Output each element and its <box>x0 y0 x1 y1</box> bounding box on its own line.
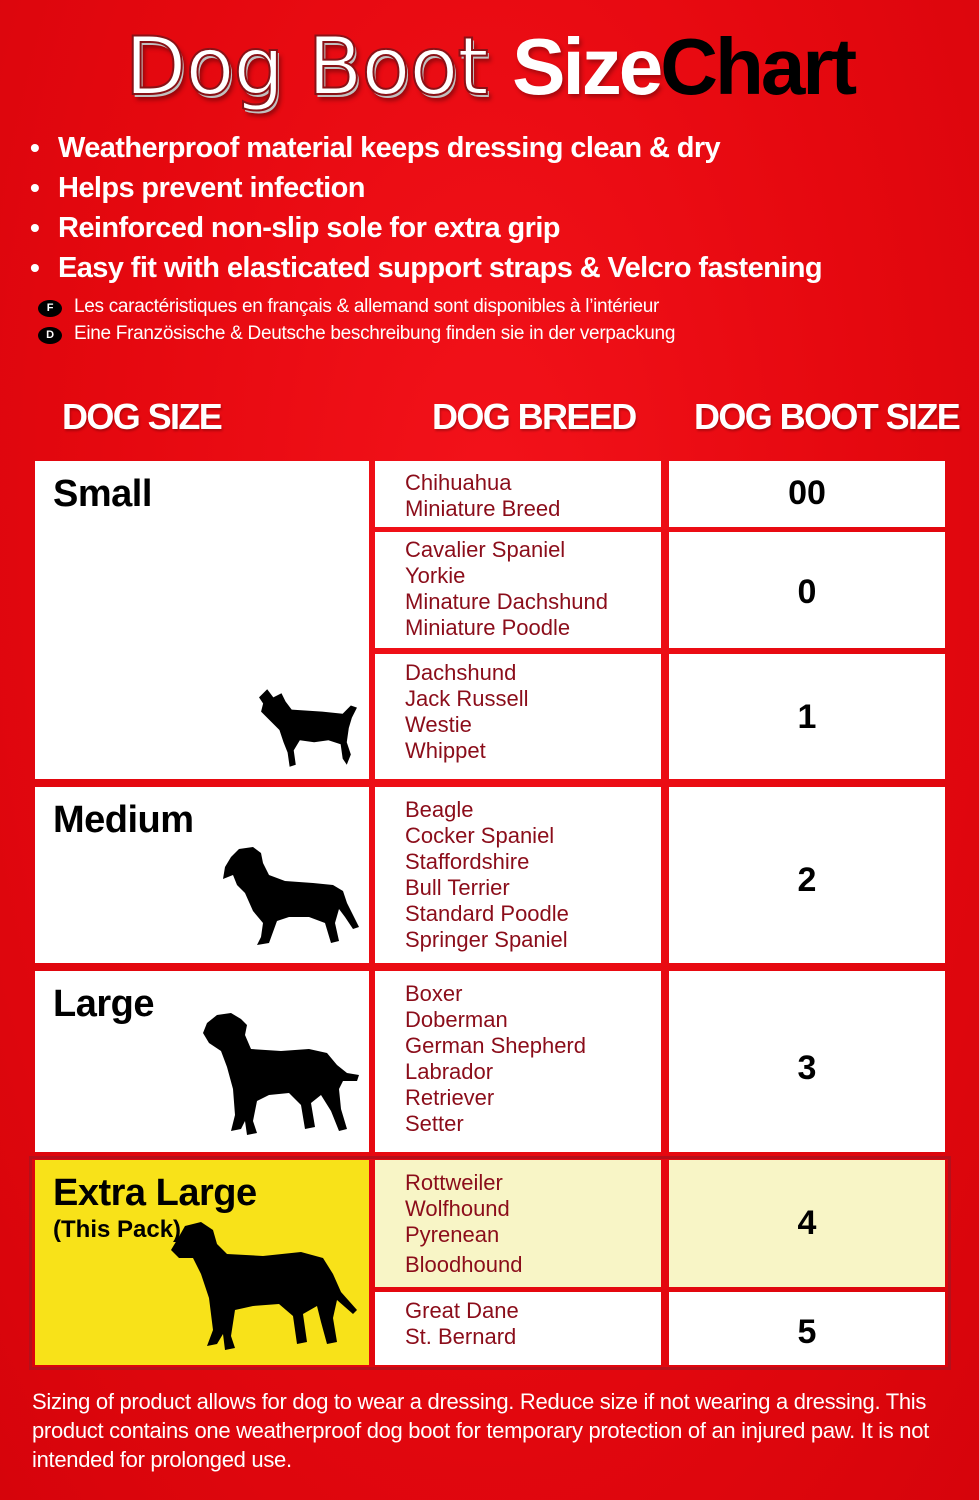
boot-cell-4 <box>669 1160 945 1287</box>
feature-item: • Weatherproof material keeps dressing clean & dry <box>30 128 822 168</box>
title-part-1: Dog Boot <box>124 20 513 113</box>
size-label: Medium <box>53 799 194 841</box>
boot-size-value: 4 <box>797 1204 817 1242</box>
breed-cell-0 <box>375 532 661 648</box>
boot-cell-3 <box>669 971 945 1152</box>
boot-cell-1 <box>669 654 945 779</box>
language-d-icon: D <box>38 327 62 344</box>
breed-cell-00 <box>375 461 661 527</box>
boot-cell-00 <box>669 461 945 527</box>
breed-item: Dachshund <box>405 660 517 685</box>
title-part-3: Chart <box>660 22 855 111</box>
boot-size-value: 2 <box>797 861 817 899</box>
size-cell-large <box>35 971 369 1152</box>
breed-item: Cocker Spaniel <box>405 823 555 848</box>
title-part-2: Size <box>512 22 661 111</box>
breed-item: Doberman <box>405 1007 508 1032</box>
boot-size-value: 5 <box>797 1313 817 1351</box>
breed-item: Chihuahua <box>405 470 512 495</box>
breed-item: Cavalier Spaniel <box>405 537 566 562</box>
breed-item: German Shepherd <box>405 1033 586 1058</box>
breed-item: Jack Russell <box>405 686 529 711</box>
feature-list <box>30 128 822 288</box>
breed-item: Standard Poodle <box>405 901 569 926</box>
breed-item: Bull Terrier <box>405 875 510 900</box>
breed-item: Rottweiler <box>405 1170 503 1195</box>
size-cell-small <box>35 461 369 779</box>
boot-cell-5 <box>669 1292 945 1365</box>
header-dog-breed: DOG BREED <box>432 396 636 437</box>
breed-list <box>405 797 569 953</box>
breed-item: Pyrenean <box>405 1222 500 1247</box>
breed-item: Westie <box>405 712 472 737</box>
breed-list <box>405 470 560 522</box>
breed-cell-2 <box>375 787 661 963</box>
feature-item: • Reinforced non-slip sole for extra grip <box>30 208 822 248</box>
size-label: Large <box>53 983 154 1025</box>
breed-item: Labrador <box>405 1059 494 1084</box>
breed-list <box>405 981 586 1137</box>
breed-item: Miniature Poodle <box>405 615 571 640</box>
breed-item: Boxer <box>405 981 463 1006</box>
breed-cell-1 <box>375 654 661 779</box>
breed-item: Bloodhound <box>405 1252 523 1277</box>
breed-item: Setter <box>405 1111 464 1136</box>
this-pack-note: (This Pack) <box>53 1216 182 1243</box>
breed-item: Springer Spaniel <box>405 927 568 952</box>
language-note-french <box>38 296 659 318</box>
breed-item: Yorkie <box>405 563 466 588</box>
breed-item: Wolfhound <box>405 1196 510 1221</box>
language-note-german <box>38 323 675 345</box>
breed-item: Retriever <box>405 1085 495 1110</box>
size-cell-extra-large <box>35 1160 369 1365</box>
feature-item: • Helps prevent infection <box>30 168 822 208</box>
breed-cell-3 <box>375 971 661 1152</box>
boot-size-value: 00 <box>788 474 826 512</box>
breed-list <box>405 1170 522 1278</box>
breed-item: Whippet <box>405 738 486 763</box>
spaniel-dog-silhouette-icon <box>223 845 361 949</box>
boot-cell-0 <box>669 532 945 648</box>
size-label: Extra Large <box>53 1172 257 1214</box>
great-dane-silhouette-icon <box>171 1218 361 1352</box>
large-dog-silhouette-icon <box>203 1011 361 1137</box>
breed-item: Miniature Breed <box>405 496 561 521</box>
boot-size-value: 0 <box>797 573 817 611</box>
size-cell-medium <box>35 787 369 963</box>
breed-item: Beagle <box>405 797 474 822</box>
language-note-text: Eine Französische & Deutsche beschreibung finden sie in der verpackung <box>74 323 676 344</box>
breed-list <box>405 1298 519 1350</box>
breed-list <box>405 537 608 641</box>
breed-item: Minature Dachshund <box>405 589 609 614</box>
language-note-text: Les caractéristiques en français & allemand sont disponibles à l’intérieur <box>74 296 660 317</box>
breed-cell-4 <box>375 1160 661 1287</box>
breed-list <box>405 660 528 764</box>
header-dog-size: DOG SIZE <box>62 396 222 437</box>
feature-item: • Easy fit with elasticated support straps & Velcro fastening <box>30 248 822 288</box>
breed-item: St. Bernard <box>405 1324 517 1349</box>
boot-size-value: 3 <box>797 1049 817 1087</box>
breed-item: Great Dane <box>405 1298 519 1323</box>
breed-cell-5 <box>375 1292 661 1365</box>
boot-cell-2 <box>669 787 945 963</box>
size-label: Small <box>53 473 152 515</box>
language-f-icon: F <box>38 300 62 317</box>
boot-size-value: 1 <box>797 698 817 736</box>
breed-item: Staffordshire <box>405 849 530 874</box>
small-dog-silhouette-icon <box>257 687 359 771</box>
footer-disclaimer: Sizing of product allows for dog to wear a dressing. Reduce size if not wearing a dressing. This product contains one weatherproof dog boot for temporary protection of an injured paw. It is not intended for prolonged use. <box>32 1389 929 1472</box>
header-dog-boot-size: DOG BOOT SIZE <box>694 396 960 437</box>
chart-title <box>0 22 979 112</box>
